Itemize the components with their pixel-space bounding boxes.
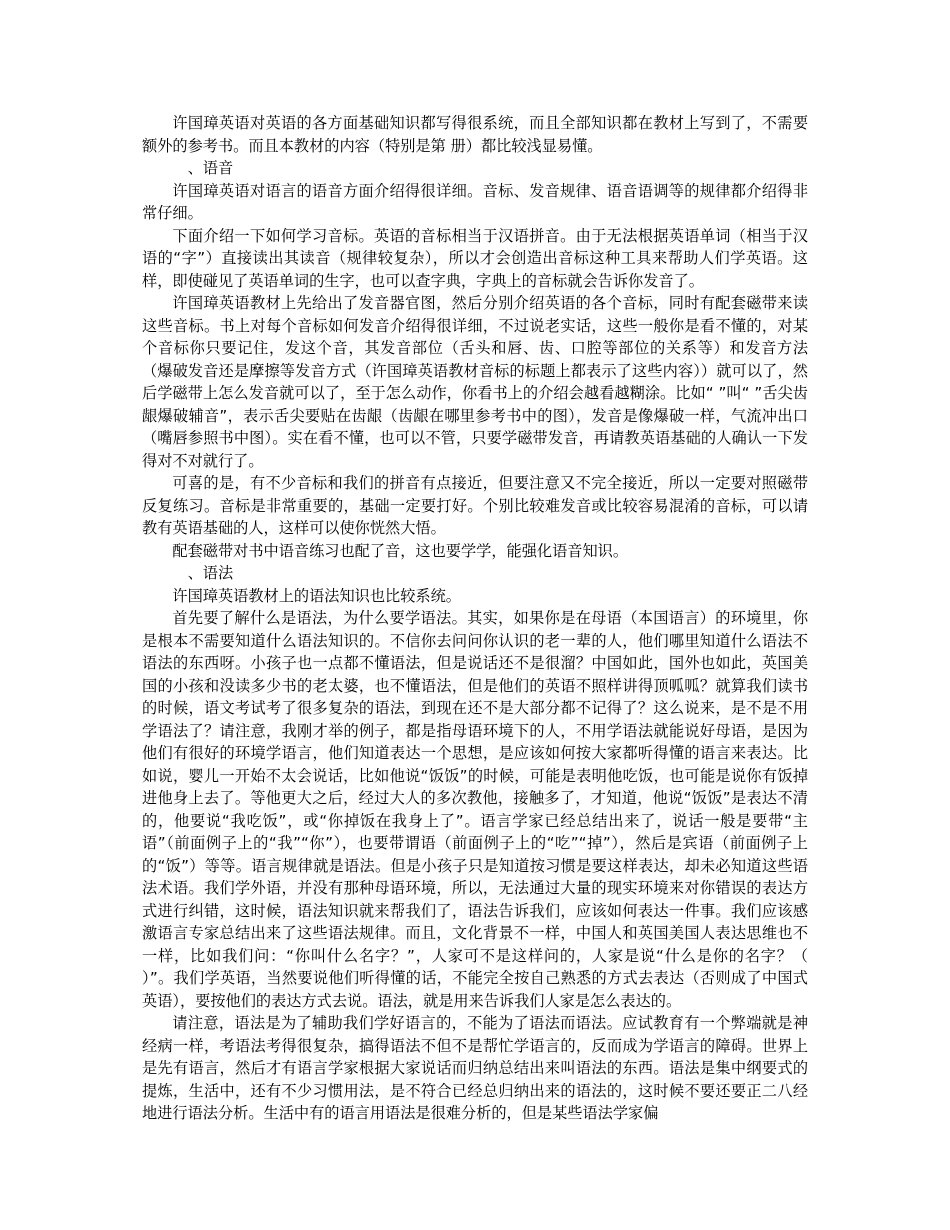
phonetics-intro-paragraph: 许国璋英语对语言的语音方面介绍得很详细。音标、发音规律、语音语调等的规律都介绍得非常仔细。: [142, 181, 808, 222]
grammar-caution-paragraph: 请注意，语法是为了辅助我们学好语言的，不能为了语法而语法。应试教育有一个弊端就是神经病一样，考语法考得很复杂，搞得语法不但不是帮忙学语言的，反而成为学语言的障碍。世界上是先有语言，然后才有语言学家根据大家说话而归纳总结出来叫语法的东西。语法是集中纲要式的提炼，生活中，还有不少习惯用法，是不符合已经总归纳出来的语法的，这时候不要还要正二八经地进行语法分析。生活中有的语言用语法是很难分析的，但是某些语法学家偏: [142, 1014, 808, 1122]
tape-paragraph: 配套磁带对书中语音练习也配了音，这也要学学，能强化语音知识。: [172, 541, 629, 560]
grammar-intro-paragraph: 许国璋英语教材上的语法知识也比较系统。: [172, 586, 461, 605]
document-page: [142, 112, 808, 1125]
practice-paragraph: 可喜的是，有不少音标和我们的拼音有点接近，但要注意又不完全接近，所以一定要对照磁带反复练习。音标是非常重要的，基础一定要打好。个别比较难发音或比较容易混淆的音标，可以请教有英语基础的人，这样可以使你恍然大悟。: [142, 474, 808, 537]
section-heading-grammar-text: 、语法: [187, 564, 234, 582]
section-heading-grammar: [142, 562, 808, 585]
phonetic-symbols-paragraph: 下面介绍一下如何学习音标。英语的音标相当于汉语拼音。由于无法根据英语单词（相当于汉语的“字”）直接读出其读音（规律较复杂），所以才会创造出音标这种工具来帮助人们学英语。这样，即使碰见了英语单词的生字，也可以查字典，字典上的音标就会告诉你发音了。: [142, 226, 808, 290]
section-heading-phonetics: [142, 157, 808, 180]
section-heading-phonetics-text: 、语音: [187, 159, 234, 177]
grammar-explanation-paragraph: 首先要了解什么是语法，为什么要学语法。其实，如果你是在母语（本国语言）的环境里，你是根本不需要知道什么语法知识的。不信你去问问你认识的老一辈的人，他们哪里知道什么语法不语法的东西呀。小孩子也一点都不懂语法，但是说话还不是很溜？中国如此，国外也如此，英国美国的小孩和没读多少书的老太婆，也不懂语法，但是他们的英语不照样讲得顶呱呱？就算我们读书的时候，语文考试考了很多复杂的语法，到现在还不是大部分都不记得了？这么说来，是不是不用学语法了？请注意，我刚才举的例子，都是指母语环境下的人，不用学语法就能说好母语，是因为他们有很好的环境学语言，他们知道表达一个思想，是应该如何按大家都听得懂的语言来表达。比如说，婴儿一开始不太会说话，比如他说“饭饭”的时候，可能是表明他吃饭，也可能是说你有饭掉进他身上去了。等他更大之后，经过大人的多次教他，接触多了，才知道，他说“饭饭”是表达不清的，他要说“我吃饭”，或“你掉饭在我身上了”。语言学家已经总结出来了，说话一般是要带“主语”（前面例子上的“我”“你”），也要带谓语（前面例子上的“吃”“掉”），然后是宾语（前面例子上的“饭”）等等。语言规律就是语法。但是小孩子只是知道按习惯是要这样表达，却未必知道这些语法术语。我们学外语，并没有那种母语环境，所以，无法通过大量的现实环境来对你错误的表达方式进行纠错，这时候，语法知识就来帮我们了，语法告诉我们，应该如何表达一件事。我们应该感激语言专家总结出来了这些语法规律。而且，文化背景不一样，中国人和英国美国人表达思维也不一样，比如我们问：“你叫什么名字？”，人家可不是这样问的，人家是说“什么是你的名字？（ ）”。我们学英语，当然要说他们听得懂的话，不能完全按自己熟悉的方式去表达（否则成了中国式英语），要按他们的表达方式去说。语法，就是用来告诉我们人家是怎么表达的。: [142, 609, 808, 1010]
textbook-method-paragraph: 许国璋英语教材上先给出了发音器官图，然后分别介绍英语的各个音标，同时有配套磁带来读这些音标。书上对每个音标如何发音介绍得很详细，不过说老实话，这些一般你是看不懂的，对某个音标你只要记住，发这个音，其发音部位（舌头和唇、齿、口腔等部位的关系等）和发音方法（爆破发音还是摩擦等发音方式（许国璋英语教材音标的标题上都表示了这些内容））就可以了，然后学磁带上怎么发音就可以了，至于怎么动作，你看书上的介绍会越看越糊涂。比如“ ”叫“ ”舌尖齿龈爆破辅音”，表示舌尖要贴在齿龈（齿龈在哪里参考书中的图），发音是像爆破一样，气流冲出口（嘴唇参照书中图）。实在看不懂，也可以不管，只要学磁带发音，再请教英语基础的人确认一下发得对不对就行了。: [142, 294, 808, 470]
intro-paragraph: 许国璋英语对英语的各方面基础知识都写得很系统，而且全部知识都在教材上写到了，不需要额外的参考书。而且本教材的内容（特别是第 册）都比较浅显易懂。: [142, 114, 808, 155]
